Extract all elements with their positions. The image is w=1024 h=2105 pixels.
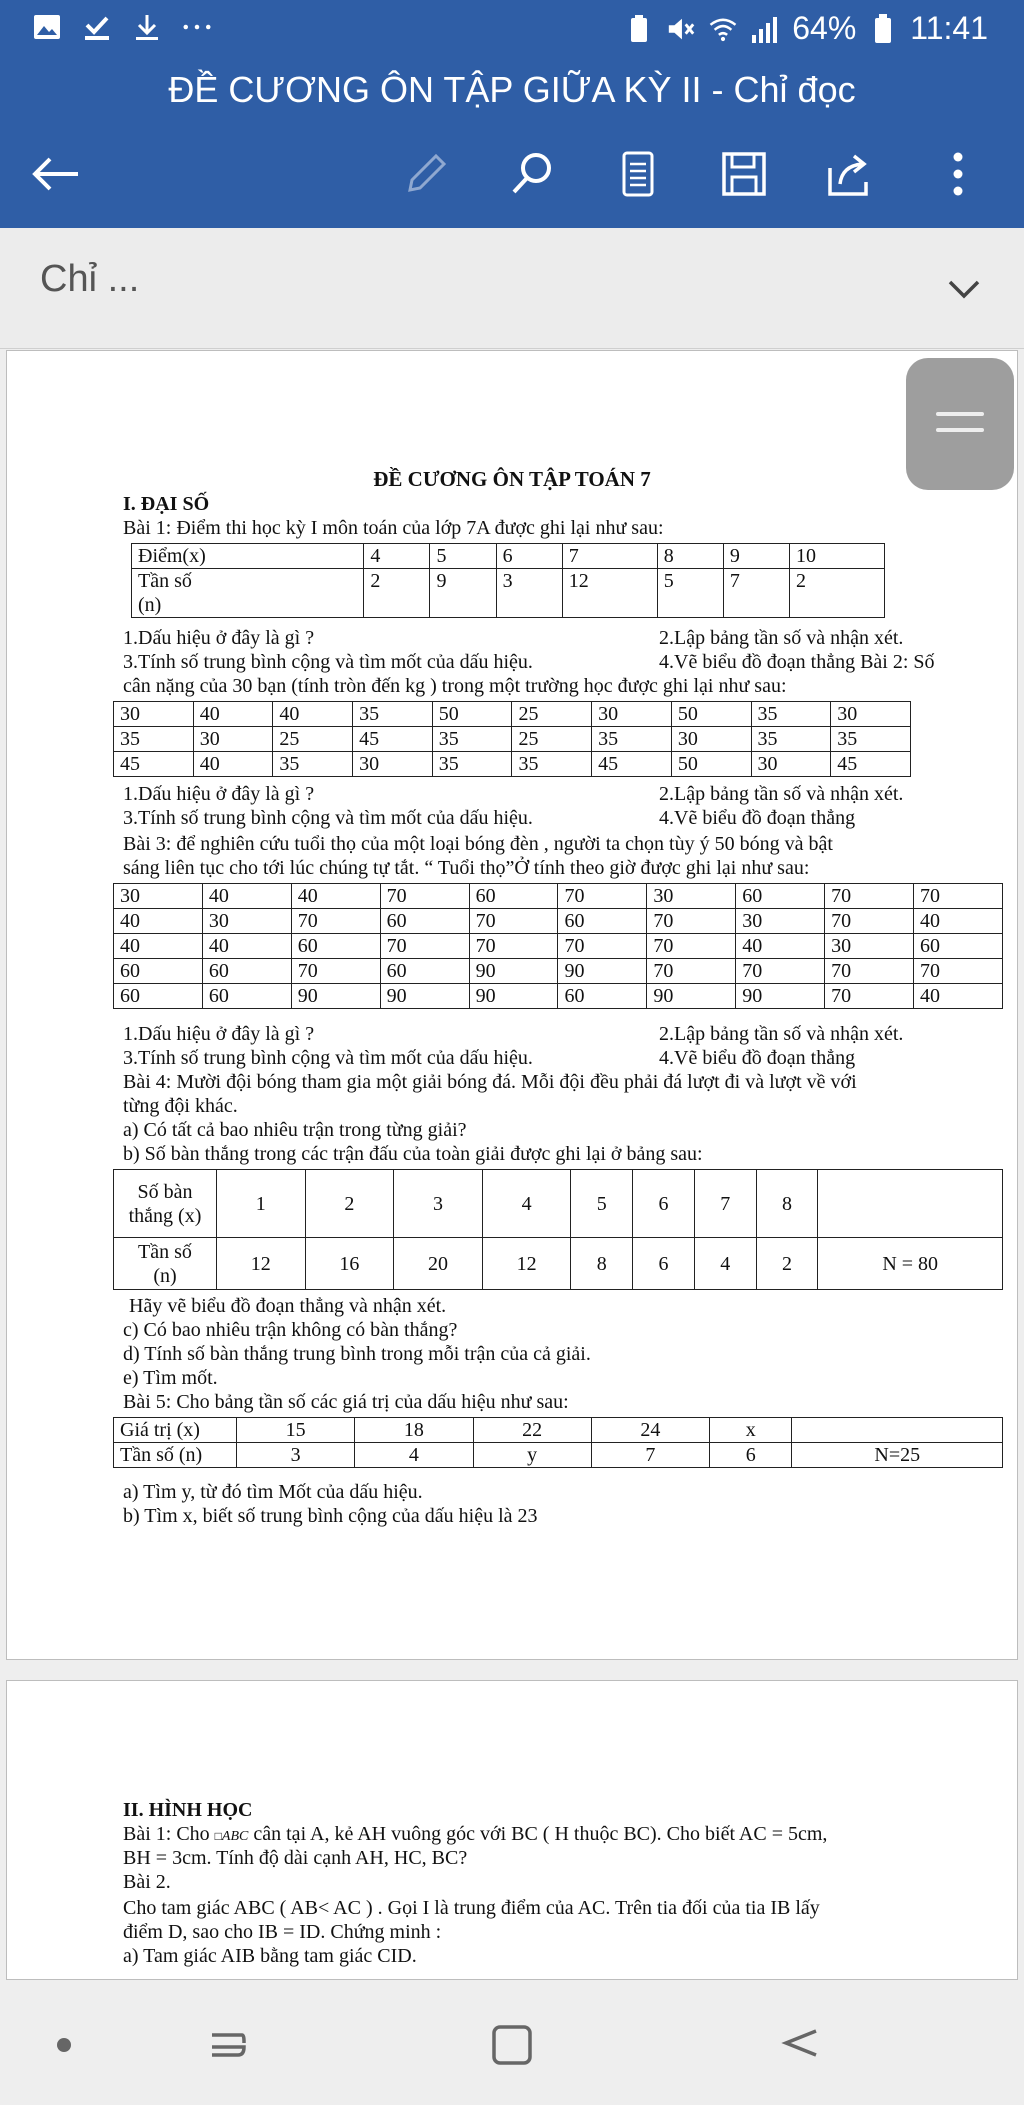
exercise-5-a: a) Tìm y, từ đó tìm Mốt của dấu hiệu. <box>123 1481 423 1503</box>
nav-dot-button[interactable] <box>32 2013 96 2077</box>
table-cell: 60 <box>469 884 558 909</box>
question-1c: 1.Dấu hiệu ở đây là gì ? <box>123 1023 315 1045</box>
table-cell: 40 <box>193 702 273 727</box>
fast-scroll-handle[interactable] <box>906 358 1014 490</box>
table-5-cell: 15 <box>237 1418 355 1443</box>
geometry-1-prefix: Bài 1: Cho <box>123 1823 215 1845</box>
section-label: Chỉ ... <box>40 258 140 300</box>
table-1-header-n-line1: Tần số <box>138 570 192 592</box>
table-cell: 40 <box>736 934 825 959</box>
table-1 <box>131 543 885 618</box>
table-4-header-x <box>114 1170 217 1238</box>
table-1-cell: 5 <box>657 569 723 618</box>
exercise-2: cân nặng của 30 bạn (tính tròn đến kg ) trong một trường học được ghi lại như sau: <box>123 675 787 697</box>
question-2a: 2.Lập bảng tần số và nhận xét. <box>659 627 904 649</box>
table-1-cell: 9 <box>723 544 789 569</box>
table-cell: 70 <box>558 934 647 959</box>
table-4-cell: 8 <box>571 1238 633 1290</box>
table-5-cell: 7 <box>591 1443 709 1468</box>
table-cell: 40 <box>914 984 1003 1009</box>
question-3c: 3.Tính số trung bình cộng và tìm mốt của dấu hiệu. <box>123 1047 533 1069</box>
table-cell: 60 <box>291 934 380 959</box>
part-1-title: I. ĐẠI SỐ <box>123 493 210 515</box>
table-cell: 90 <box>469 984 558 1009</box>
table-1-cell: 8 <box>657 544 723 569</box>
document-page-2 <box>6 1680 1018 1980</box>
table-cell: 60 <box>114 984 203 1009</box>
save-icon <box>720 150 768 198</box>
table-cell: 30 <box>647 884 736 909</box>
table-1-cell: 2 <box>364 569 430 618</box>
table-cell: 35 <box>432 752 512 777</box>
system-nav-bar <box>0 1985 1024 2105</box>
table-cell: 35 <box>273 752 353 777</box>
table-row <box>114 752 911 777</box>
exercise-4-a: a) Có tất cả bao nhiêu trận trong từng giải? <box>123 1119 467 1141</box>
table-1-cell: 2 <box>790 569 885 618</box>
table-4-cell <box>818 1170 1003 1238</box>
more-notifications-icon <box>182 12 212 42</box>
document-title: ĐỀ CƯƠNG ÔN TẬP GIỮA KỲ II - Chỉ đọc <box>168 69 856 110</box>
table-cell: 70 <box>647 909 736 934</box>
question-3b: 3.Tính số trung bình cộng và tìm mốt của dấu hiệu. <box>123 807 533 829</box>
table-row <box>114 934 1003 959</box>
exercise-4-c: c) Có bao nhiêu trận không có bàn thắng? <box>123 1319 458 1341</box>
table-1-cell: 9 <box>430 569 496 618</box>
table-4-header-n <box>114 1238 217 1290</box>
table-row <box>114 909 1003 934</box>
table-5-cell: 24 <box>591 1418 709 1443</box>
table-cell: 70 <box>736 959 825 984</box>
table-cell: 45 <box>353 727 433 752</box>
question-1a: 1.Dấu hiệu ở đây là gì ? <box>123 627 315 649</box>
mute-icon <box>666 14 696 44</box>
table-cell: 40 <box>273 702 353 727</box>
table-4-cell: 5 <box>571 1170 633 1238</box>
table-cell: 30 <box>751 752 831 777</box>
table-5-cell: 22 <box>473 1418 591 1443</box>
table-cell: 60 <box>736 884 825 909</box>
more-vertical-icon <box>951 152 965 196</box>
table-1-cell: 7 <box>723 569 789 618</box>
table-cell: 35 <box>512 752 592 777</box>
pencil-icon <box>402 150 450 198</box>
table-cell: 70 <box>558 884 647 909</box>
table-cell: 70 <box>825 884 914 909</box>
table-cell: 40 <box>114 909 203 934</box>
exercise-3-line2: sáng liên tục cho tới lúc chúng tự tắt. “ Tuổi thọ”Ở tính theo giờ được ghi lại như sau: <box>123 857 810 879</box>
table-cell: 70 <box>825 984 914 1009</box>
battery-icon <box>868 14 898 44</box>
signal-icon <box>750 14 780 44</box>
reading-view-button[interactable] <box>610 146 666 202</box>
gallery-icon <box>32 12 62 42</box>
table-4-header-x-line2: thắng (x) <box>128 1204 202 1227</box>
table-1-cell: 10 <box>790 544 885 569</box>
section-selector[interactable] <box>0 228 1024 349</box>
table-4-header-n-line1: Tần số <box>138 1240 192 1263</box>
share-icon <box>826 150 874 198</box>
table-cell: 70 <box>469 934 558 959</box>
table-1-header-n-line2: (n) <box>138 594 162 616</box>
table-row <box>114 959 1003 984</box>
table-5 <box>113 1417 1003 1468</box>
table-5-cell: 4 <box>355 1443 473 1468</box>
document-page-1 <box>6 350 1018 1660</box>
recents-icon <box>204 2021 252 2069</box>
table-4-cell: 2 <box>756 1238 818 1290</box>
table-4-cell: 3 <box>394 1170 483 1238</box>
mobile-view-icon <box>618 150 658 198</box>
table-cell: 70 <box>825 909 914 934</box>
table-cell: 60 <box>914 934 1003 959</box>
table-5-cell <box>792 1418 1003 1443</box>
home-icon <box>488 2021 536 2069</box>
part-2-title: II. HÌNH HỌC <box>123 1799 253 1821</box>
table-cell: 30 <box>831 702 911 727</box>
table-row <box>114 727 911 752</box>
toolbar <box>0 132 1024 212</box>
download-icon <box>132 12 162 42</box>
table-cell: 30 <box>671 727 751 752</box>
question-1b: 1.Dấu hiệu ở đây là gì ? <box>123 783 315 805</box>
table-cell: 60 <box>558 909 647 934</box>
table-cell: 70 <box>291 959 380 984</box>
table-cell: 45 <box>592 752 672 777</box>
table-cell: 30 <box>114 702 194 727</box>
table-cell: 70 <box>825 959 914 984</box>
table-5-cell: x <box>710 1418 792 1443</box>
table-row <box>114 884 1003 909</box>
geometry-2-title: Bài 2. <box>123 1871 171 1893</box>
table-5-cell: N=25 <box>792 1443 1003 1468</box>
table-cell: 35 <box>114 727 194 752</box>
table-4-cell: 20 <box>394 1238 483 1290</box>
table-1-cell: 6 <box>496 544 562 569</box>
status-bar <box>0 0 1024 62</box>
table-cell: 90 <box>469 959 558 984</box>
table-cell: 35 <box>831 727 911 752</box>
table-1-header-x: Điểm(x) <box>132 544 364 569</box>
scroll-handle-grip <box>936 412 984 416</box>
table-4-cell: 12 <box>217 1238 306 1290</box>
table-cell: 90 <box>291 984 380 1009</box>
scroll-handle-grip <box>936 428 984 432</box>
share-button[interactable] <box>822 146 878 202</box>
download-done-icon <box>82 12 112 42</box>
table-4-cell: 8 <box>756 1170 818 1238</box>
table-cell: 70 <box>380 884 469 909</box>
geometry-2-line2: điểm D, sao cho IB = ID. Chứng minh : <box>123 1921 442 1943</box>
table-cell: 60 <box>202 959 291 984</box>
table-cell: 35 <box>751 702 831 727</box>
dot-icon <box>54 2035 74 2055</box>
exercise-4-line2: từng đội khác. <box>123 1095 238 1117</box>
back-nav-button[interactable] <box>768 2013 832 2077</box>
table-5-cell: 6 <box>710 1443 792 1468</box>
recents-button[interactable] <box>196 2013 260 2077</box>
question-4b: 4.Vẽ biểu đồ đoạn thẳng <box>659 807 856 829</box>
app-header <box>0 0 1024 228</box>
table-1-header-n <box>132 569 364 618</box>
geometry-1-line2: BH = 3cm. Tính độ dài cạnh AH, HC, BC? <box>123 1847 468 1869</box>
table-4-cell: 16 <box>305 1238 394 1290</box>
table-cell: 35 <box>353 702 433 727</box>
table-5-header-n: Tần số (n) <box>114 1443 237 1468</box>
table-4-cell: 7 <box>694 1170 756 1238</box>
table-cell: 70 <box>647 959 736 984</box>
save-button[interactable] <box>716 146 772 202</box>
table-row <box>114 984 1003 1009</box>
exercise-5: Bài 5: Cho bảng tần số các giá trị của dấu hiệu như sau: <box>123 1391 569 1413</box>
table-cell: 90 <box>647 984 736 1009</box>
table-cell: 30 <box>202 909 291 934</box>
back-button[interactable] <box>28 146 84 202</box>
table-cell: 60 <box>558 984 647 1009</box>
question-2b: 2.Lập bảng tần số và nhận xét. <box>659 783 904 805</box>
table-cell: 90 <box>736 984 825 1009</box>
table-4-cell: 4 <box>482 1170 571 1238</box>
table-4-cell: 12 <box>482 1238 571 1290</box>
geometry-1-line1: Bài 1: Cho □ABC cân tại A, kẻ AH vuông góc với BC ( H thuộc BC). Cho biết AC = 5cm, <box>123 1823 828 1845</box>
table-cell: 25 <box>512 727 592 752</box>
table-cell: 30 <box>736 909 825 934</box>
table-4-header-n-line2: (n) <box>153 1264 177 1287</box>
table-cell: 40 <box>202 934 291 959</box>
table-cell: 90 <box>558 959 647 984</box>
table-cell: 35 <box>751 727 831 752</box>
table-1-cell: 12 <box>562 569 657 618</box>
table-1-cell: 3 <box>496 569 562 618</box>
table-row <box>114 702 911 727</box>
exercise-4-d: d) Tính số bàn thắng trung bình trong mỗi trận của cả giải. <box>123 1343 591 1365</box>
table-5-cell: 18 <box>355 1418 473 1443</box>
back-icon <box>776 2021 824 2069</box>
table-cell: 30 <box>825 934 914 959</box>
clock: 11:41 <box>910 10 988 46</box>
table-cell: 40 <box>291 884 380 909</box>
wifi-icon <box>708 14 738 44</box>
table-cell: 60 <box>114 959 203 984</box>
table-cell: 70 <box>914 884 1003 909</box>
search-icon <box>508 150 556 198</box>
table-4 <box>113 1169 1003 1290</box>
home-button[interactable] <box>480 2013 544 2077</box>
table-cell: 60 <box>380 909 469 934</box>
table-cell: 25 <box>273 727 353 752</box>
table-3 <box>113 883 1003 1009</box>
battery-saver-icon <box>624 14 654 44</box>
table-cell: 40 <box>202 884 291 909</box>
table-cell: 45 <box>831 752 911 777</box>
table-cell: 30 <box>353 752 433 777</box>
chevron-down-icon <box>944 268 984 308</box>
table-4-cell: N = 80 <box>818 1238 1003 1290</box>
table-cell: 60 <box>202 984 291 1009</box>
table-5-cell: 3 <box>237 1443 355 1468</box>
geometry-1-rest: cân tại A, kẻ AH vuông góc với BC ( H thuộc BC). Cho biết AC = 5cm, <box>248 1823 828 1845</box>
exercise-4-e: e) Tìm mốt. <box>123 1367 218 1389</box>
exercise-5-b: b) Tìm x, biết số trung bình cộng của dấu hiệu là 23 <box>123 1505 538 1527</box>
table-cell: 70 <box>291 909 380 934</box>
table-cell: 25 <box>512 702 592 727</box>
table-1-cell: 7 <box>562 544 657 569</box>
table-cell: 50 <box>671 752 751 777</box>
question-2c: 2.Lập bảng tần số và nhận xét. <box>659 1023 904 1045</box>
edit-button[interactable] <box>398 146 454 202</box>
table-4-cell: 1 <box>217 1170 306 1238</box>
table-cell: 40 <box>114 934 203 959</box>
exercise-4-draw: Hãy vẽ biểu đồ đoạn thẳng và nhận xét. <box>129 1295 447 1317</box>
more-options-button[interactable] <box>930 146 986 202</box>
table-cell: 30 <box>114 884 203 909</box>
table-2 <box>113 701 911 777</box>
table-cell: 70 <box>647 934 736 959</box>
table-1-cell: 4 <box>364 544 430 569</box>
table-cell: 60 <box>380 959 469 984</box>
table-cell: 40 <box>193 752 273 777</box>
question-4c: 4.Vẽ biểu đồ đoạn thẳng <box>659 1047 856 1069</box>
exercise-3-line1: Bài 3: để nghiên cứu tuổi thọ của một loại bóng đèn , người ta chọn tùy ý 50 bóng và bật <box>123 833 833 855</box>
table-4-cell: 6 <box>633 1170 695 1238</box>
geometry-2-line1: Cho tam giác ABC ( AB< AC ) . Gọi I là trung điểm của AC. Trên tia đối của tia IB lấy <box>123 1897 820 1919</box>
table-cell: 30 <box>592 702 672 727</box>
table-cell: 30 <box>193 727 273 752</box>
table-5-header-x: Giá trị (x) <box>114 1418 237 1443</box>
battery-percent: 64% <box>792 10 857 46</box>
table-cell: 35 <box>592 727 672 752</box>
table-cell: 70 <box>380 934 469 959</box>
table-cell: 90 <box>380 984 469 1009</box>
table-cell: 70 <box>914 959 1003 984</box>
table-cell: 35 <box>432 727 512 752</box>
table-4-header-x-line1: Số bàn <box>137 1180 193 1203</box>
exercise-4-line1: Bài 4: Mười đội bóng tham gia một giải bóng đá. Mỗi đội đều phải đá lượt đi và lượt về với <box>123 1071 857 1093</box>
question-4a: 4.Vẽ biểu đồ đoạn thẳng Bài 2: Số <box>659 651 935 673</box>
exercise-1: Bài 1: Điểm thi học kỳ I môn toán của lớp 7A được ghi lại như sau: <box>123 517 664 539</box>
table-cell: 50 <box>671 702 751 727</box>
arrow-left-icon <box>30 154 82 194</box>
triangle-label: ABC <box>221 1829 249 1844</box>
table-cell: 45 <box>114 752 194 777</box>
table-cell: 70 <box>469 909 558 934</box>
question-3a: 3.Tính số trung bình cộng và tìm mốt của dấu hiệu. <box>123 651 533 673</box>
search-button[interactable] <box>504 146 560 202</box>
doc-heading: ĐỀ CƯƠNG ÔN TẬP TOÁN 7 <box>373 467 651 491</box>
table-cell: 50 <box>432 702 512 727</box>
table-1-cell: 5 <box>430 544 496 569</box>
table-4-cell: 6 <box>633 1238 695 1290</box>
exercise-4-b: b) Số bàn thắng trong các trận đấu của toàn giải được ghi lại ở bảng sau: <box>123 1143 703 1165</box>
table-4-cell: 4 <box>694 1238 756 1290</box>
table-5-cell: y <box>473 1443 591 1468</box>
geometry-2-a: a) Tam giác AIB bằng tam giác CID. <box>123 1945 417 1967</box>
table-cell: 40 <box>914 909 1003 934</box>
table-4-cell: 2 <box>305 1170 394 1238</box>
